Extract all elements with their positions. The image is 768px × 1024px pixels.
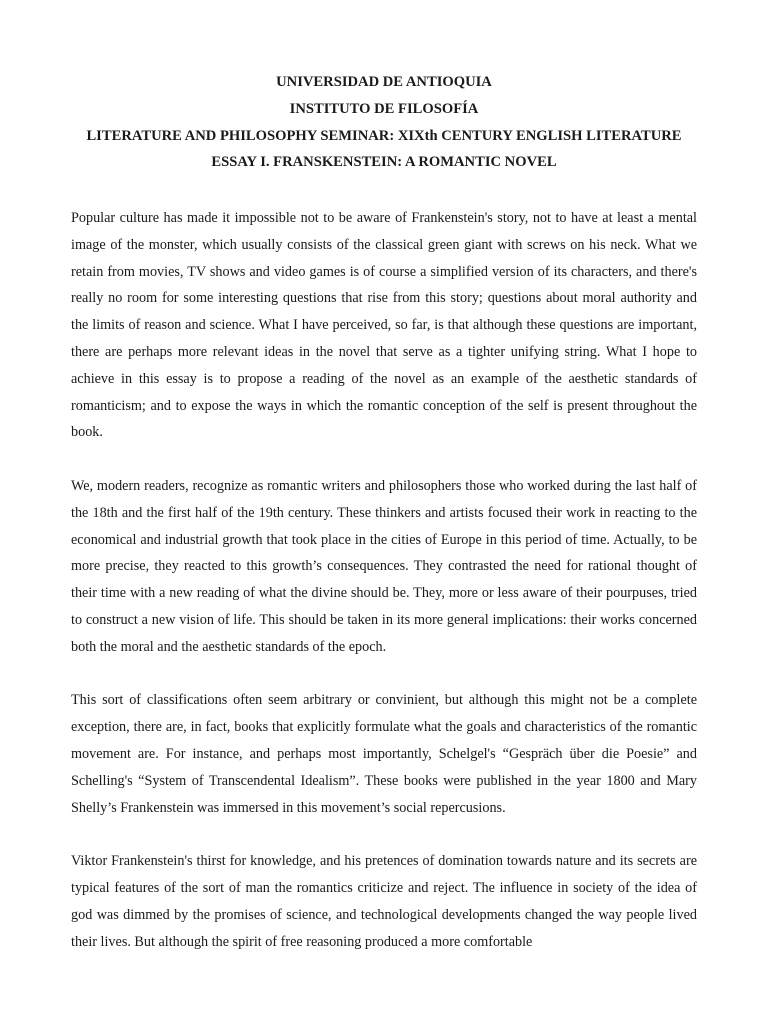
essay-title: ESSAY I. FRANSKENSTEIN: A ROMANTIC NOVEL [211, 154, 557, 171]
paragraph-1: Popular culture has made it impossible not to be aware of Frankenstein's story, not to have at least a mental image of the monster, which usually consists of the classical green giant with screws on his neck. What we retain from movies, TV shows and video games is of course a simplified version of its characters, and there's really no room for some interesting questions that rise from this story; questions about moral authority and the limits of reason and science. What I have perceived, so far, is that although these questions are important, there are perhaps more relevant ideas in the novel that serve as a tighter unifying string. What I hope to achieve in this essay is to propose a reading of the novel as an example of the aesthetic standards of romanticism; and to expose the ways in which the romantic conception of the self is present throughout the book. [71, 210, 697, 441]
essay-body [71, 205, 697, 982]
institute-name: INSTITUTO DE FILOSOFÍA [289, 100, 479, 117]
seminar-title: LITERATURE AND PHILOSOPHY SEMINAR: XIXth CENTURY ENGLISH LITERATURE [86, 127, 682, 144]
paragraph-4: Viktor Frankenstein's thirst for knowledge, and his pretences of domination towards nature and its secrets are typical features of the sort of man the romantics criticize and reject. The influence in society of the idea of god was dimmed by the promises of science, and technological developments changed the way people lived their lives. But although the spirit of free reasoning produced a more comfortable [71, 853, 697, 950]
paragraph-3: This sort of classifications often seem arbitrary or convinient, but although this might not be a complete exception, there are, in fact, books that explicitly formulate what the goals and characteristics of the romantic movement are. For instance, and perhaps most importantly, Schelgel's “Gespräch über die Poesie” and Schelling's “System of Transcendental Idealism”. These books were published in the year 1800 and Mary Shelly’s Frankenstein was immersed in this movement’s social repercusions. [71, 692, 697, 816]
university-name: UNIVERSIDAD DE ANTIOQUIA [276, 74, 492, 90]
document-header [0, 69, 768, 176]
paragraph-2: We, modern readers, recognize as romantic writers and philosophers those who worked during the last half of the 18th and the first half of the 19th century. These thinkers and artists focused their work in reacting to the economical and industrial growth that took place in the cities of Europe in this period of time. Actually, to be more precise, they reacted to this growth’s consequences. They contrasted the need for rational thought of their time with a new reading of what the divine should be. They, more or less aware of their pourpuses, tried to construct a new vision of life. This should be taken in its more general implications: their works concerned both the moral and the aesthetic standards of the epoch. [71, 477, 697, 655]
